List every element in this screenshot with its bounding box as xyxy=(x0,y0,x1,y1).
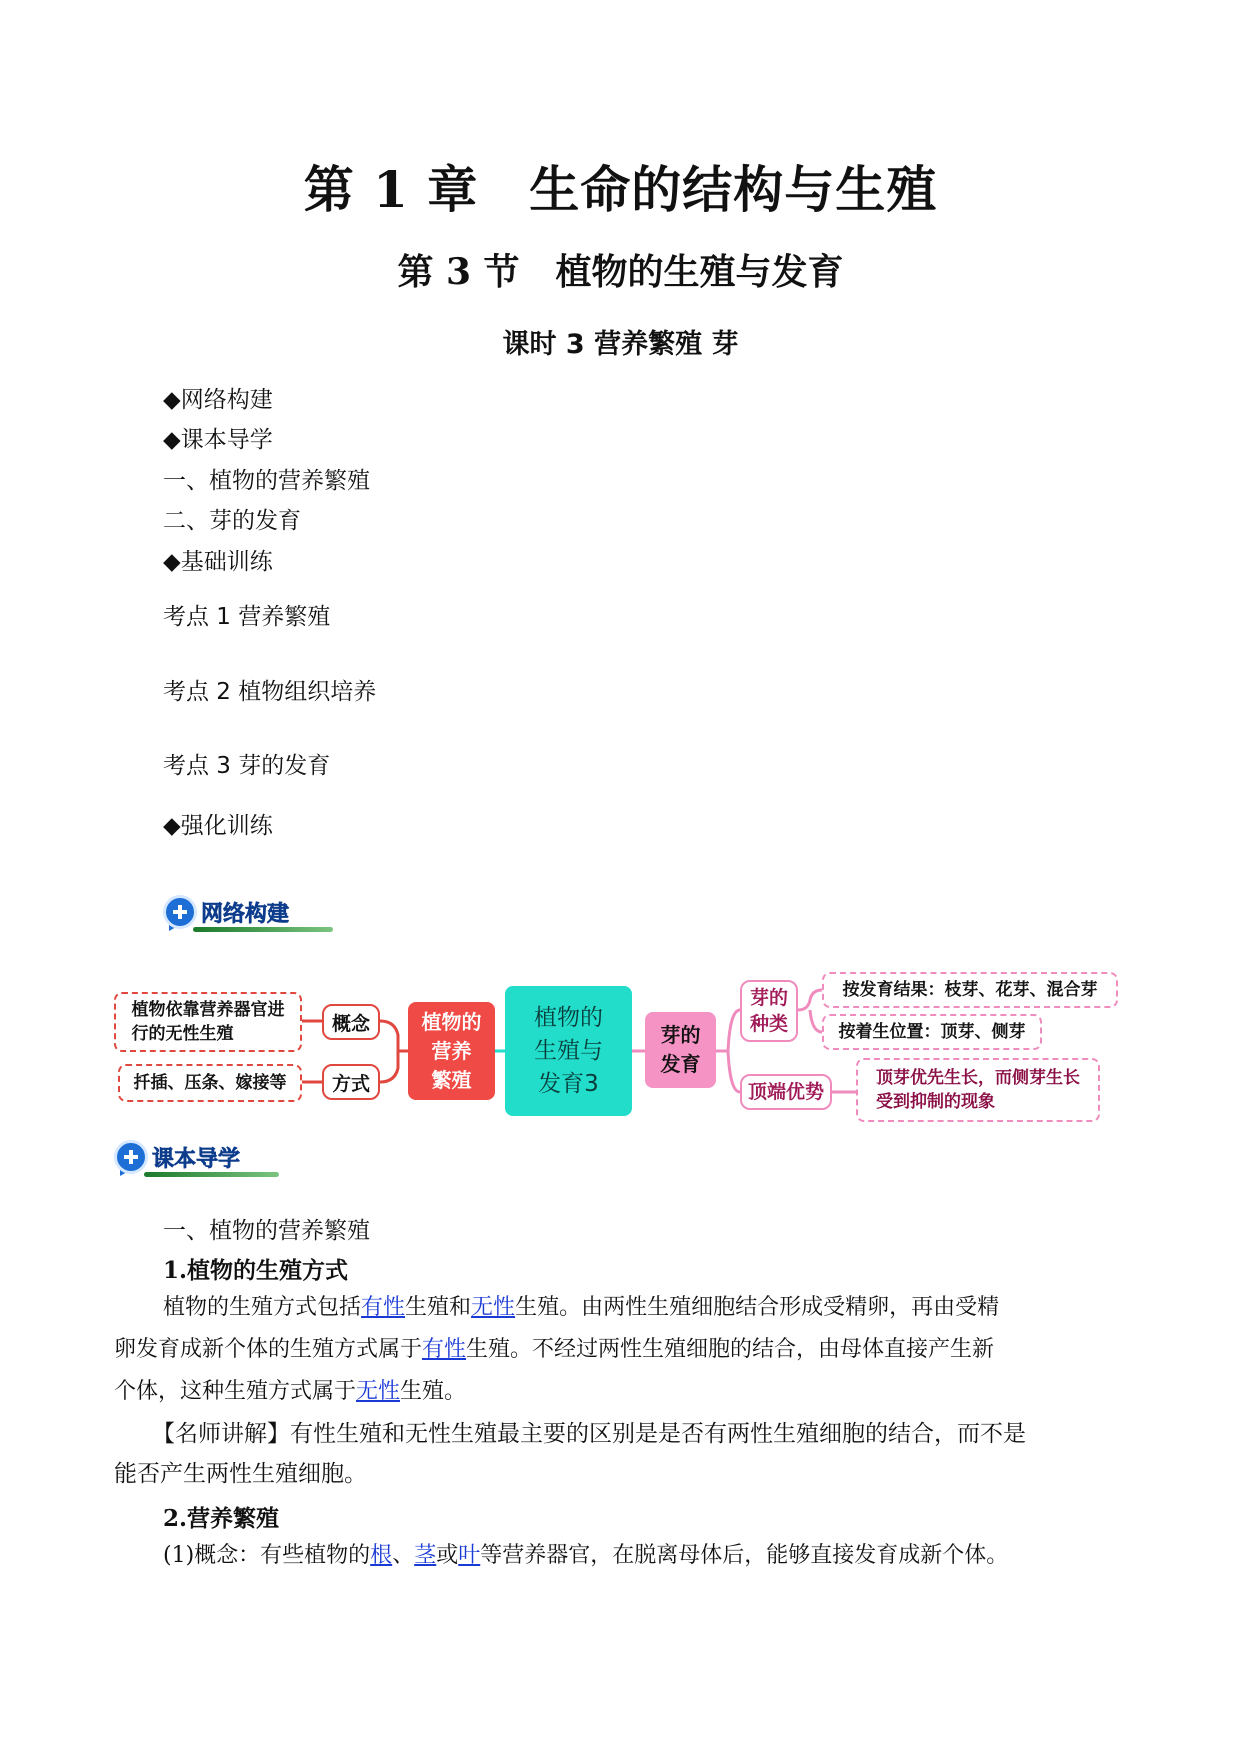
toc-item-point-2[interactable]: 考点 2 植物组织培养 xyxy=(163,679,377,705)
plus-icon xyxy=(114,1140,148,1174)
lesson-title: 课时 3 营养繁殖 芽 xyxy=(502,329,739,360)
answer-asexual-2: 无性 xyxy=(356,1379,401,1404)
mind-map xyxy=(0,960,1241,1130)
type-by-result-box xyxy=(822,972,1118,1008)
text-span: 生殖。不经过两性生殖细胞的结合，由母体直接产生新 xyxy=(466,1337,995,1362)
apical-dominance-node xyxy=(740,1074,832,1110)
center-node-line-3: 发育3 xyxy=(538,1070,599,1097)
concept-label: 概念 xyxy=(331,1012,370,1035)
type-by-position-box xyxy=(822,1014,1042,1050)
text-span: (1)概念：有些植物的 xyxy=(163,1543,371,1568)
apical-text-line-1: 顶芽优先生长，而侧芽生长 xyxy=(876,1068,1080,1088)
textbook-banner-label: 课本导学 xyxy=(152,1147,241,1172)
text-span: 等营养器官，在脱离母体后，能够直接发育成新个体。 xyxy=(480,1543,1009,1568)
method-label: 方式 xyxy=(331,1072,370,1095)
center-node xyxy=(505,986,632,1116)
text-span: 卵发育成新个体的生殖方式属于 xyxy=(114,1337,423,1362)
bud-development-node xyxy=(645,1012,716,1088)
text-span: 生殖。由两性生殖细胞结合形成受精卵，再由受精 xyxy=(515,1295,1000,1320)
bud-types-node xyxy=(740,980,798,1042)
center-node-line-1: 植物的 xyxy=(534,1004,603,1031)
answer-stem: 茎 xyxy=(414,1543,437,1568)
toc-item-intensive-training[interactable]: ◆强化训练 xyxy=(163,813,273,839)
bud-node-line-1: 芽的 xyxy=(660,1023,701,1047)
subheading-reproduction-modes: 1.植物的生殖方式 xyxy=(163,1257,349,1284)
network-banner-label: 网络构建 xyxy=(201,902,290,927)
text-span: 生殖。 xyxy=(400,1379,467,1404)
bud-types-line-1: 芽的 xyxy=(749,987,788,1009)
answer-sexual-1: 有性 xyxy=(361,1295,406,1320)
paragraph-concept xyxy=(163,1535,1123,1577)
bud-types-line-2: 种类 xyxy=(749,1013,788,1035)
bud-node-line-2: 发育 xyxy=(660,1052,701,1076)
method-node xyxy=(322,1064,380,1100)
toc-item-bud[interactable]: 二、芽的发育 xyxy=(163,508,301,534)
section-title: 第 3 节 植物的生殖与发育 xyxy=(397,251,844,293)
text-span: 个体，这种生殖方式属于 xyxy=(114,1379,357,1404)
answer-asexual-1: 无性 xyxy=(471,1295,516,1320)
section-heading-vegetative: 一、植物的营养繁殖 xyxy=(163,1218,370,1244)
network-banner xyxy=(163,893,333,933)
method-text-box xyxy=(118,1064,302,1102)
toc-item-point-1[interactable]: 考点 1 营养繁殖 xyxy=(163,604,331,630)
paragraph-reproduction-modes xyxy=(114,1287,1124,1413)
toc-item-textbook[interactable]: ◆课本导学 xyxy=(163,427,273,453)
center-node-line-2: 生殖与 xyxy=(534,1037,603,1064)
concept-text-line-2: 行的无性生殖 xyxy=(131,1024,234,1044)
apical-dominance-text-box xyxy=(856,1058,1100,1122)
apical-text-line-2: 受到抑制的现象 xyxy=(876,1092,995,1112)
answer-sexual-2: 有性 xyxy=(422,1337,467,1362)
teacher-note xyxy=(114,1414,1124,1494)
vegetative-node xyxy=(408,1002,495,1100)
text-span: 生殖和 xyxy=(405,1295,472,1320)
plus-icon xyxy=(163,895,197,929)
answer-root: 根 xyxy=(370,1543,393,1568)
toc-item-vegetative[interactable]: 一、植物的营养繁殖 xyxy=(163,468,370,494)
vegetative-node-line-3: 繁殖 xyxy=(431,1067,472,1092)
answer-leaf: 叶 xyxy=(458,1543,481,1568)
vegetative-node-line-1: 植物的 xyxy=(421,1009,482,1034)
textbook-banner xyxy=(114,1138,284,1178)
concept-text-line-1: 植物依靠营养器官进 xyxy=(131,1000,285,1020)
method-text: 扦插、压条、嫁接等 xyxy=(133,1073,287,1093)
text-span: 或 xyxy=(436,1543,459,1568)
teacher-note-line-2: 能否产生两性生殖细胞。 xyxy=(114,1461,367,1487)
concept-node xyxy=(322,1004,380,1040)
text-span: 、 xyxy=(392,1543,415,1568)
type-by-position-text: 按着生位置：顶芽、侧芽 xyxy=(838,1022,1026,1042)
type-by-result-text: 按发育结果：枝芽、花芽、混合芽 xyxy=(842,980,1098,1000)
chapter-title: 第 1 章 生命的结构与生殖 xyxy=(303,160,938,219)
toc-item-basic-training[interactable]: ◆基础训练 xyxy=(163,549,273,575)
concept-text-box xyxy=(114,992,302,1052)
text-span: 植物的生殖方式包括 xyxy=(163,1295,362,1320)
vegetative-node-line-2: 营养 xyxy=(431,1038,472,1063)
toc-item-point-3[interactable]: 考点 3 芽的发育 xyxy=(163,753,331,779)
toc-item-network[interactable]: ◆网络构建 xyxy=(163,387,273,413)
teacher-note-line-1: 【名师讲解】有性生殖和无性生殖最主要的区别是是否有两性生殖细胞的结合，而不是 xyxy=(152,1421,1026,1447)
apical-dominance-label: 顶端优势 xyxy=(747,1081,824,1103)
subheading-vegetative-propagation: 2.营养繁殖 xyxy=(163,1505,280,1532)
